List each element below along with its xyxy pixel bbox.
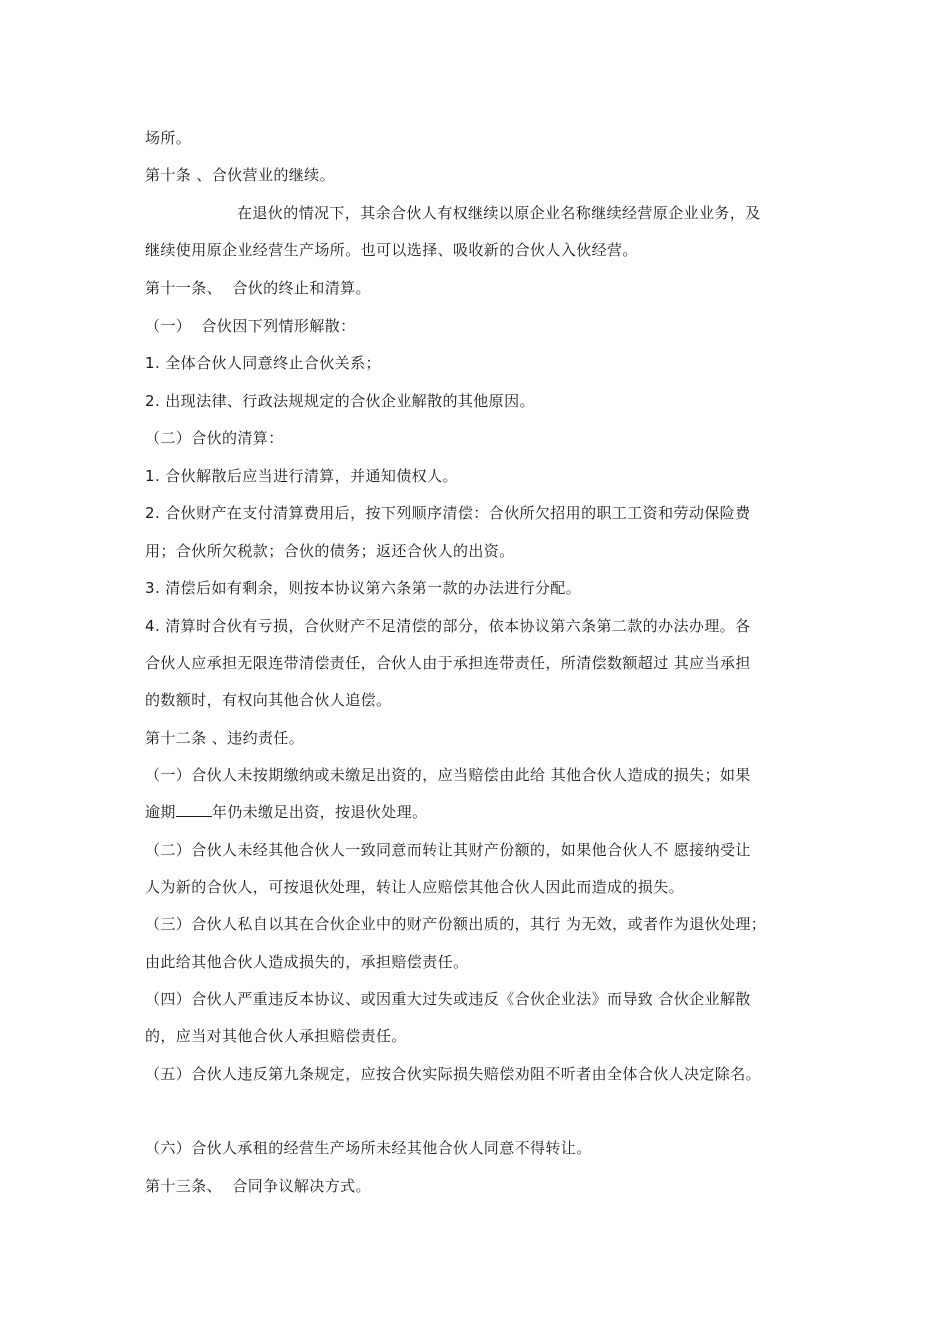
list-item: （一）合伙人未按期缴纳或未缴足出资的，应当赔偿由此给 其他合伙人造成的损失；如果 <box>145 766 751 784</box>
paragraph-line: 用；合伙所欠税款；合伙的债务；返还合伙人的出资。 <box>145 542 515 560</box>
paragraph-line <box>145 802 427 822</box>
paragraph-line: 在退伙的情况下，其余合伙人有权继续以原企业名称继续经营原企业业务，及 <box>237 204 761 222</box>
list-item: 2. 出现法律、行政法规规定的合伙企业解散的其他原因。 <box>145 392 535 410</box>
paragraph-line: 继续使用原企业经营生产场所。也可以选择、吸收新的合伙人入伙经营。 <box>145 241 638 259</box>
paragraph-line: 人为新的合伙人，可按退伙处理，转让人应赔偿其他合伙人因此而造成的损失。 <box>145 878 685 896</box>
article-heading: 第十三条、 合同争议解决方式。 <box>145 1177 371 1195</box>
list-item: （五）合伙人违反第九条规定，应按合伙实际损失赔偿劝阻不听者由全体合伙人决定除名。 <box>145 1065 762 1083</box>
list-item: 1. 合伙解散后应当进行清算，并通知债权人。 <box>145 467 458 485</box>
article-heading: 第十一条、 合伙的终止和清算。 <box>145 279 371 297</box>
text-segment: 年仍未缴足出资，按退伙处理。 <box>211 803 428 821</box>
section-heading: （二）合伙的清算： <box>145 429 284 447</box>
list-item: 2. 合伙财产在支付清算费用后，按下列顺序清偿：合伙所欠招用的职工工资和劳动保险费 <box>145 504 751 522</box>
paragraph-line: 合伙人应承担无限连带清偿责任，合伙人由于承担连带责任，所清偿数额超过 其应当承担 <box>145 654 751 672</box>
list-item: 1. 全体合伙人同意终止合伙关系； <box>145 354 381 372</box>
paragraph-line: 的数额时，有权向其他合伙人追偿。 <box>145 691 392 709</box>
article-heading: 第十二条 、违约责任。 <box>145 729 305 747</box>
paragraph-line: 场所。 <box>145 129 192 147</box>
list-item: 4. 清算时合伙有亏损，合伙财产不足清偿的部分，依本协议第六条第二款的办法办理。各 <box>145 617 751 635</box>
fill-in-blank <box>176 802 212 817</box>
article-heading: 第十条 、合伙营业的继续。 <box>145 166 335 184</box>
paragraph-line: 的，应当对其他合伙人承担赔偿责任。 <box>145 1027 407 1045</box>
list-item: 3. 清偿后如有剩余，则按本协议第六条第一款的办法进行分配。 <box>145 579 582 597</box>
list-item: （二）合伙人未经其他合伙人一致同意而转让其财产份额的，如果他合伙人不 愿接纳受让 <box>145 841 751 859</box>
paragraph-line: 由此给其他合伙人造成损失的，承担赔偿责任。 <box>145 953 469 971</box>
text-segment: 逾期 <box>145 803 176 821</box>
list-item: （四）合伙人严重违反本协议、或因重大过失或违反《合伙企业法》而导致 合伙企业解散 <box>145 990 751 1008</box>
list-item: （三）合伙人私自以其在合伙企业中的财产份额出质的，其行 为无效，或者作为退伙处理； <box>145 915 767 933</box>
section-heading: （一） 合伙因下列情形解散： <box>145 317 356 335</box>
list-item: （六）合伙人承租的经营生产场所未经其他合伙人同意不得转让。 <box>145 1139 592 1157</box>
